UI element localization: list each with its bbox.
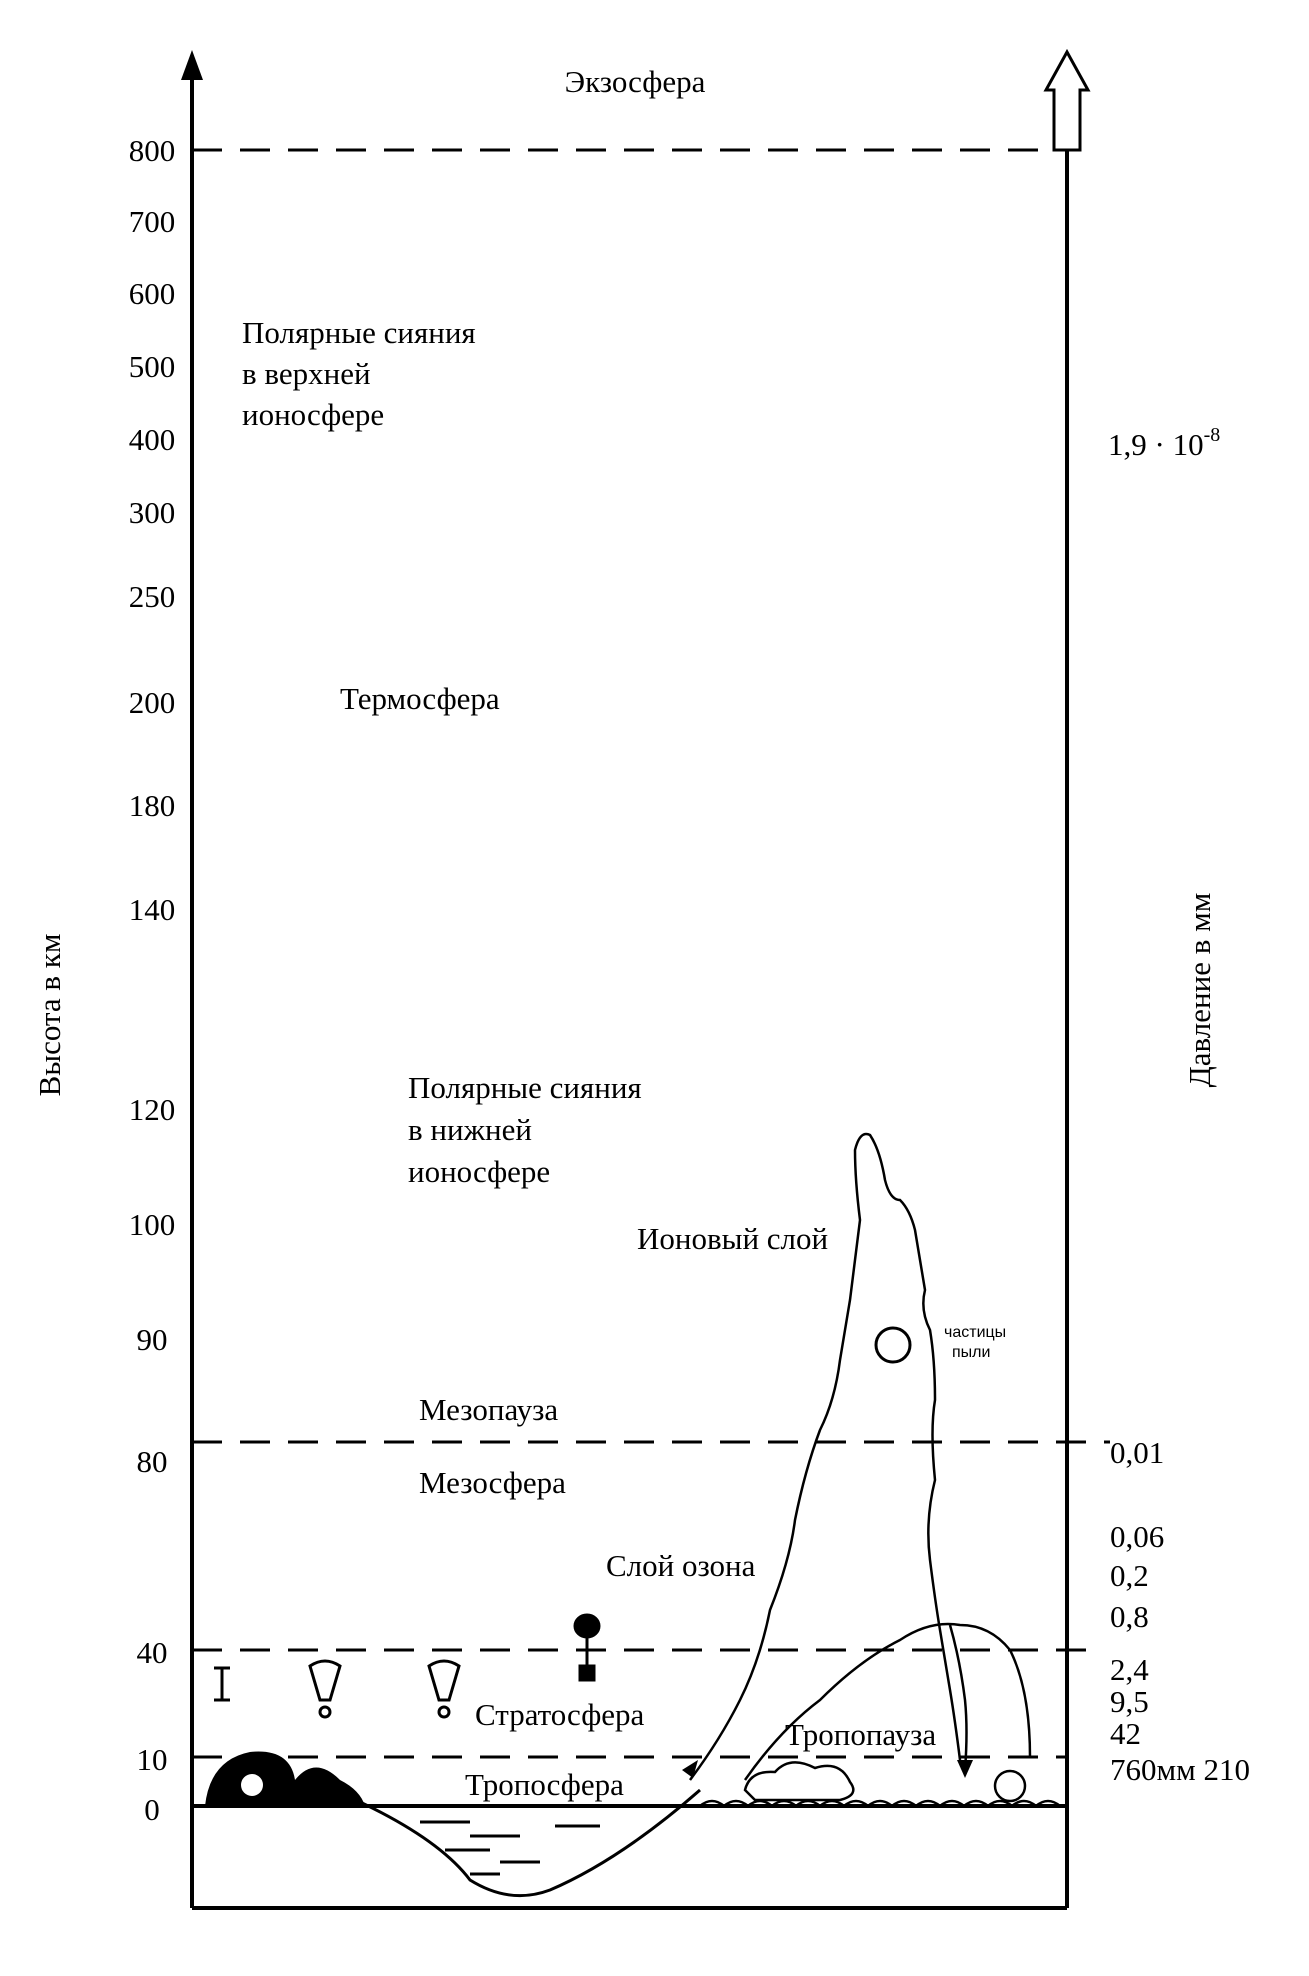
right-tick: 0,2 (1110, 1558, 1149, 1593)
right-tick: 9,5 (1110, 1684, 1149, 1719)
aurora-lower-label-line1: Полярные сияния (408, 1070, 642, 1105)
right-axis-ticks (1108, 424, 1250, 1787)
ozone-arrow-icon (682, 1760, 698, 1778)
left-tick: 100 (128, 1207, 176, 1242)
left-tick: 180 (128, 788, 176, 823)
aurora-upper-label-line3: ионосфере (242, 397, 385, 432)
right-top-value-base: 1,9 · 10 (1108, 427, 1204, 462)
left-tick: 10 (136, 1742, 168, 1777)
left-tick: 700 (128, 204, 176, 239)
hill-sphere-icon (241, 1774, 263, 1796)
boundary-lines (192, 150, 1110, 1757)
left-tick: 40 (136, 1635, 168, 1670)
left-axis-title: Высота в км (32, 933, 67, 1097)
tropopause-label: Тропопауза (785, 1717, 937, 1752)
exosphere-label: Экзосфера (564, 64, 706, 99)
left-tick: 400 (128, 422, 176, 457)
ground-sphere-icon (995, 1771, 1025, 1801)
parachute-icon-2 (429, 1661, 459, 1717)
left-tick: 0 (144, 1792, 160, 1827)
left-tick: 140 (128, 892, 176, 927)
left-axis (181, 50, 203, 1908)
left-tick: 300 (128, 495, 176, 530)
right-tick: 2,4 (1110, 1652, 1149, 1687)
left-tick: 800 (128, 133, 176, 168)
left-tick: 500 (128, 349, 176, 384)
left-tick: 250 (128, 579, 176, 614)
clouds (745, 1762, 1025, 1801)
right-tick: 0,01 (1110, 1435, 1165, 1470)
mesopause-label: Мезопауза (419, 1392, 559, 1427)
aurora-lower-label-line3: ионосфере (408, 1154, 551, 1189)
balloon-probe-icon (575, 1615, 599, 1680)
aurora-lower-label-line2: в нижней (408, 1112, 532, 1147)
right-tick: 0,06 (1110, 1519, 1165, 1554)
left-tick: 120 (128, 1092, 176, 1127)
right-top-value (1108, 424, 1220, 462)
left-tick: 600 (128, 276, 176, 311)
right-tick: 760мм 210 (1110, 1752, 1250, 1787)
ozone-label: Слой озона (606, 1548, 756, 1583)
instrument-bar-icon (214, 1668, 230, 1700)
left-tick: 90 (136, 1322, 168, 1357)
hills (205, 1752, 365, 1806)
thermosphere-label: Термосфера (340, 681, 500, 716)
left-axis-ticks (129, 133, 176, 1827)
parachute-icon (310, 1661, 340, 1717)
ion-layer-label: Ионовый слой (637, 1221, 829, 1256)
tropopause-arrow-icon (957, 1760, 973, 1778)
aurora-upper-label-line2: в верхней (242, 356, 371, 391)
layer-labels (242, 64, 1006, 1802)
right-axis-title: Давление в мм (1182, 892, 1217, 1088)
dust-particle-icon (876, 1328, 910, 1362)
left-tick: 200 (128, 685, 176, 720)
aurora-upper-label-line1: Полярные сияния (242, 315, 476, 350)
right-tick: 42 (1110, 1716, 1141, 1751)
right-axis (1046, 52, 1088, 1908)
stratosphere-label: Стратосфера (475, 1697, 645, 1732)
mesosphere-label: Мезосфера (419, 1465, 566, 1500)
dust-label-line1: частицы (944, 1324, 1007, 1341)
dust-label-line2: пыли (952, 1344, 991, 1361)
right-axis-arrow-icon (1046, 52, 1088, 150)
right-top-value-exp: -8 (1203, 424, 1221, 446)
left-tick: 80 (136, 1444, 168, 1479)
right-tick: 0,8 (1110, 1599, 1149, 1634)
left-axis-arrow-icon (181, 50, 203, 80)
troposphere-label: Тропосфера (465, 1767, 624, 1802)
